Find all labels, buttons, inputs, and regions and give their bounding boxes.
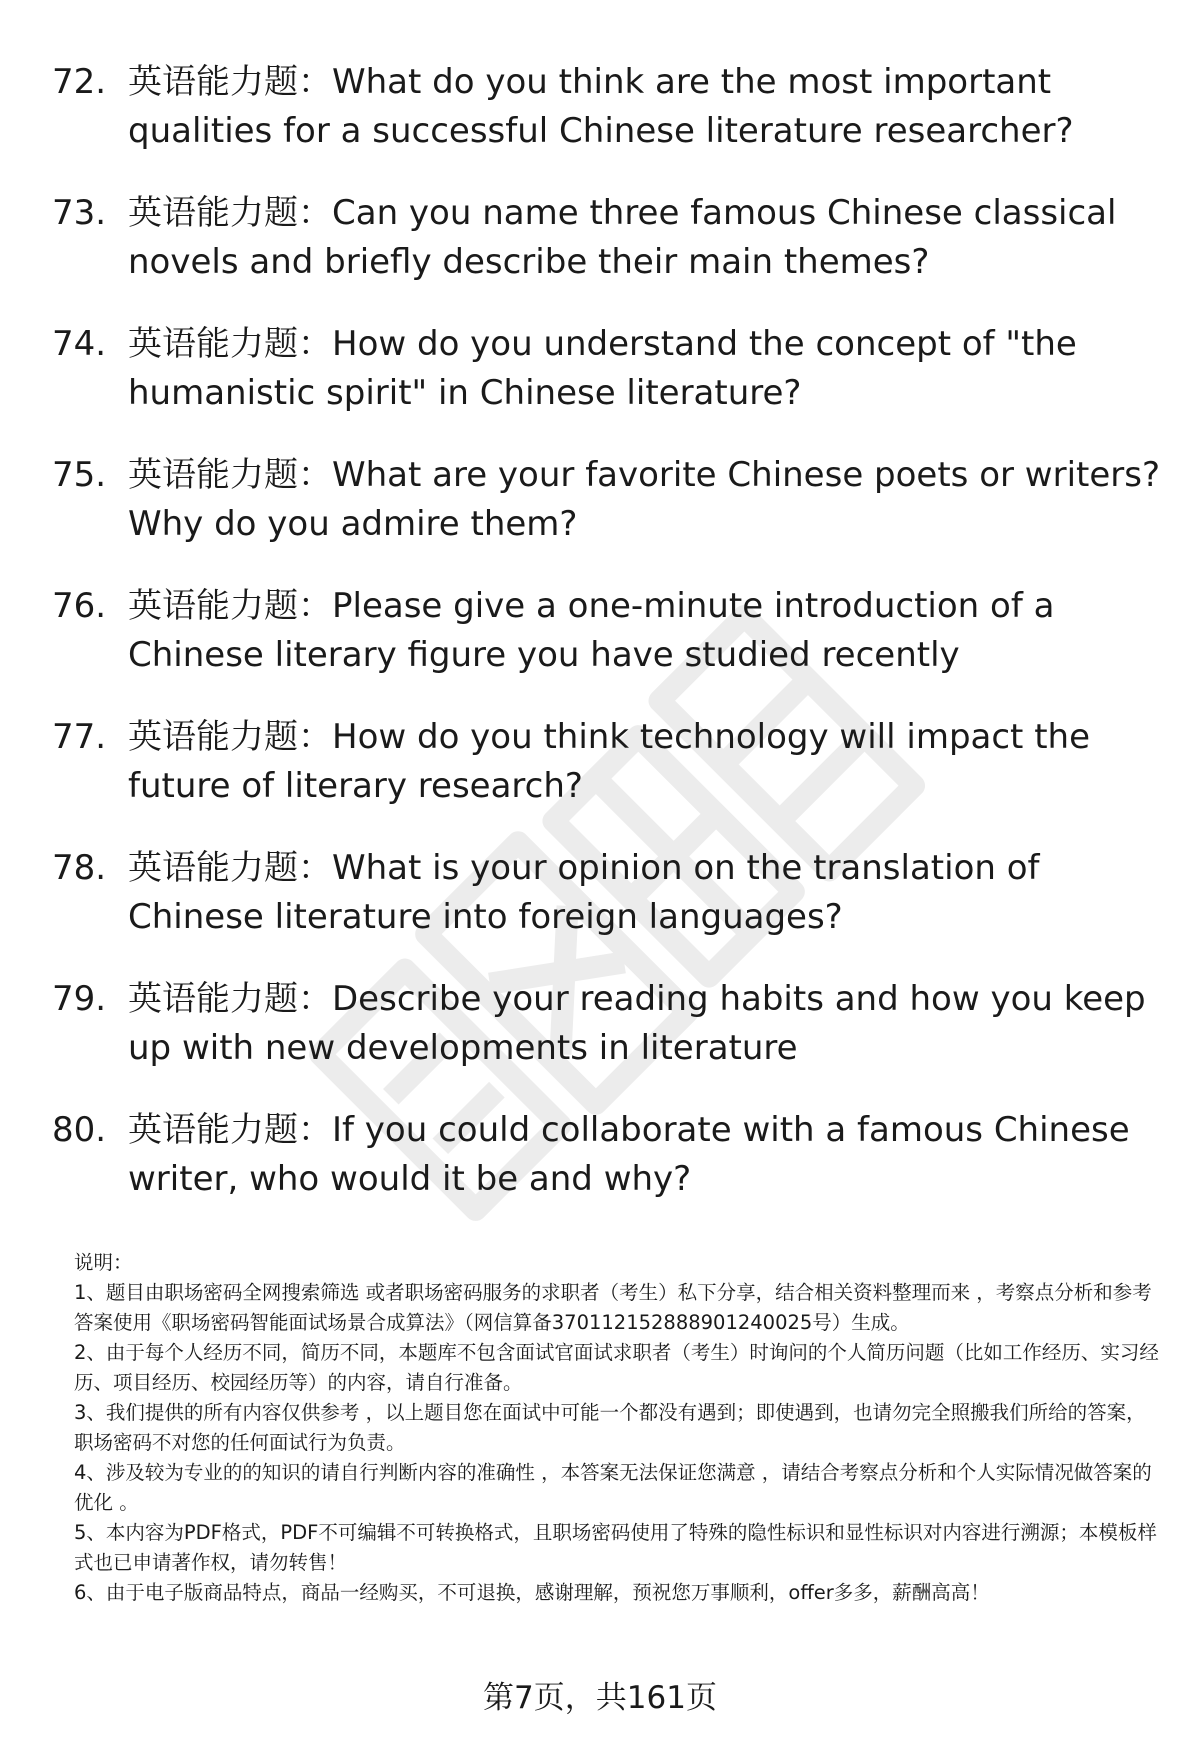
note-item: 2、由于每个人经历不同，简历不同，本题库不包含面试官面试求职者（考生）时询问的个人简历问题（比如工作经历、实习经历、项目经历、校园经历等）的内容，请自行准备。: [74, 1341, 1159, 1394]
note-item: 3、我们提供的所有内容仅供参考 ，以上题目您在面试中可能一个都没有遇到；即使遇到，也请勿完全照搬我们所给的答案，职场密码不对您的任何面试行为负责。: [74, 1401, 1146, 1454]
note-item: 1、题目由职场密码全网搜索筛选 或者职场密码服务的求职者（考生）私下分享，结合相关资料整理而来 ，考察点分析和参考答案使用《职场密码智能面试场景合成算法》（网信算备370112152888901240025号）生成。: [74, 1281, 1152, 1334]
question-body: [128, 713, 1162, 811]
question-body: [128, 582, 1162, 680]
question-item: [52, 1106, 1162, 1204]
question-category: 英语能力题：: [128, 979, 332, 1019]
question-item: [52, 320, 1162, 418]
question-text: If you could collaborate with a famous Chinese writer, who would it be and why?: [128, 1110, 1130, 1199]
question-number: 72.: [52, 62, 107, 102]
question-body: [128, 320, 1162, 418]
question-text: How do you understand the concept of "the humanistic spirit" in Chinese literature?: [128, 324, 1077, 413]
question-list: [52, 58, 1162, 1237]
notes-section: [74, 1248, 1160, 1608]
question-number: 75.: [52, 455, 107, 495]
question-item: [52, 713, 1162, 811]
question-category: 英语能力题：: [128, 455, 332, 495]
question-number: 80.: [52, 1110, 107, 1150]
note-item: 5、本内容为PDF格式，PDF不可编辑不可转换格式，且职场密码使用了特殊的隐性标识和显性标识对内容进行溯源；本模板样式也已申请著作权，请勿转售！: [74, 1521, 1157, 1574]
question-category: 英语能力题：: [128, 848, 332, 888]
question-body: [128, 844, 1162, 942]
question-body: [128, 975, 1162, 1073]
page-number: 第7页，共161页: [483, 1680, 717, 1716]
question-category: 英语能力题：: [128, 324, 332, 364]
question-number: 77.: [52, 717, 107, 757]
question-category: 英语能力题：: [128, 1110, 332, 1150]
question-text: What is your opinion on the translation of Chinese literature into foreign languages?: [128, 848, 1040, 937]
question-number: 78.: [52, 848, 107, 888]
question-item: [52, 582, 1162, 680]
question-body: [128, 1106, 1162, 1204]
question-text: What do you think are the most important qualities for a successful Chinese literature researcher?: [128, 62, 1074, 151]
note-item: 6、由于电子版商品特点，商品一经购买，不可退换，感谢理解，预祝您万事顺利，offer多多，薪酬高高！: [74, 1581, 990, 1604]
notes-heading: 说明：: [74, 1251, 133, 1274]
question-body: [128, 189, 1162, 287]
question-text: How do you think technology will impact the future of literary research?: [128, 717, 1090, 806]
question-body: [128, 451, 1162, 549]
question-category: 英语能力题：: [128, 586, 332, 626]
question-item: [52, 189, 1162, 287]
question-item: [52, 58, 1162, 156]
question-text: Please give a one-minute introduction of a Chinese literary figure you have studied recently: [128, 586, 1055, 675]
question-item: [52, 975, 1162, 1073]
question-text: Describe your reading habits and how you keep up with new developments in literature: [128, 979, 1146, 1068]
question-category: 英语能力题：: [128, 717, 332, 757]
question-number: 76.: [52, 586, 107, 626]
question-number: 79.: [52, 979, 107, 1019]
question-body: [128, 58, 1162, 156]
question-text: Can you name three famous Chinese classical novels and briefly describe their main themes?: [128, 193, 1117, 282]
question-item: [52, 844, 1162, 942]
question-number: 73.: [52, 193, 107, 233]
question-number: 74.: [52, 324, 107, 364]
question-category: 英语能力题：: [128, 193, 332, 233]
question-item: [52, 451, 1162, 549]
question-category: 英语能力题：: [128, 62, 332, 102]
note-item: 4、涉及较为专业的的知识的请自行判断内容的准确性 ，本答案无法保证您满意 ，请结合考察点分析和个人实际情况做答案的优化 。: [74, 1461, 1152, 1514]
question-text: What are your favorite Chinese poets or writers? Why do you admire them?: [128, 455, 1161, 544]
